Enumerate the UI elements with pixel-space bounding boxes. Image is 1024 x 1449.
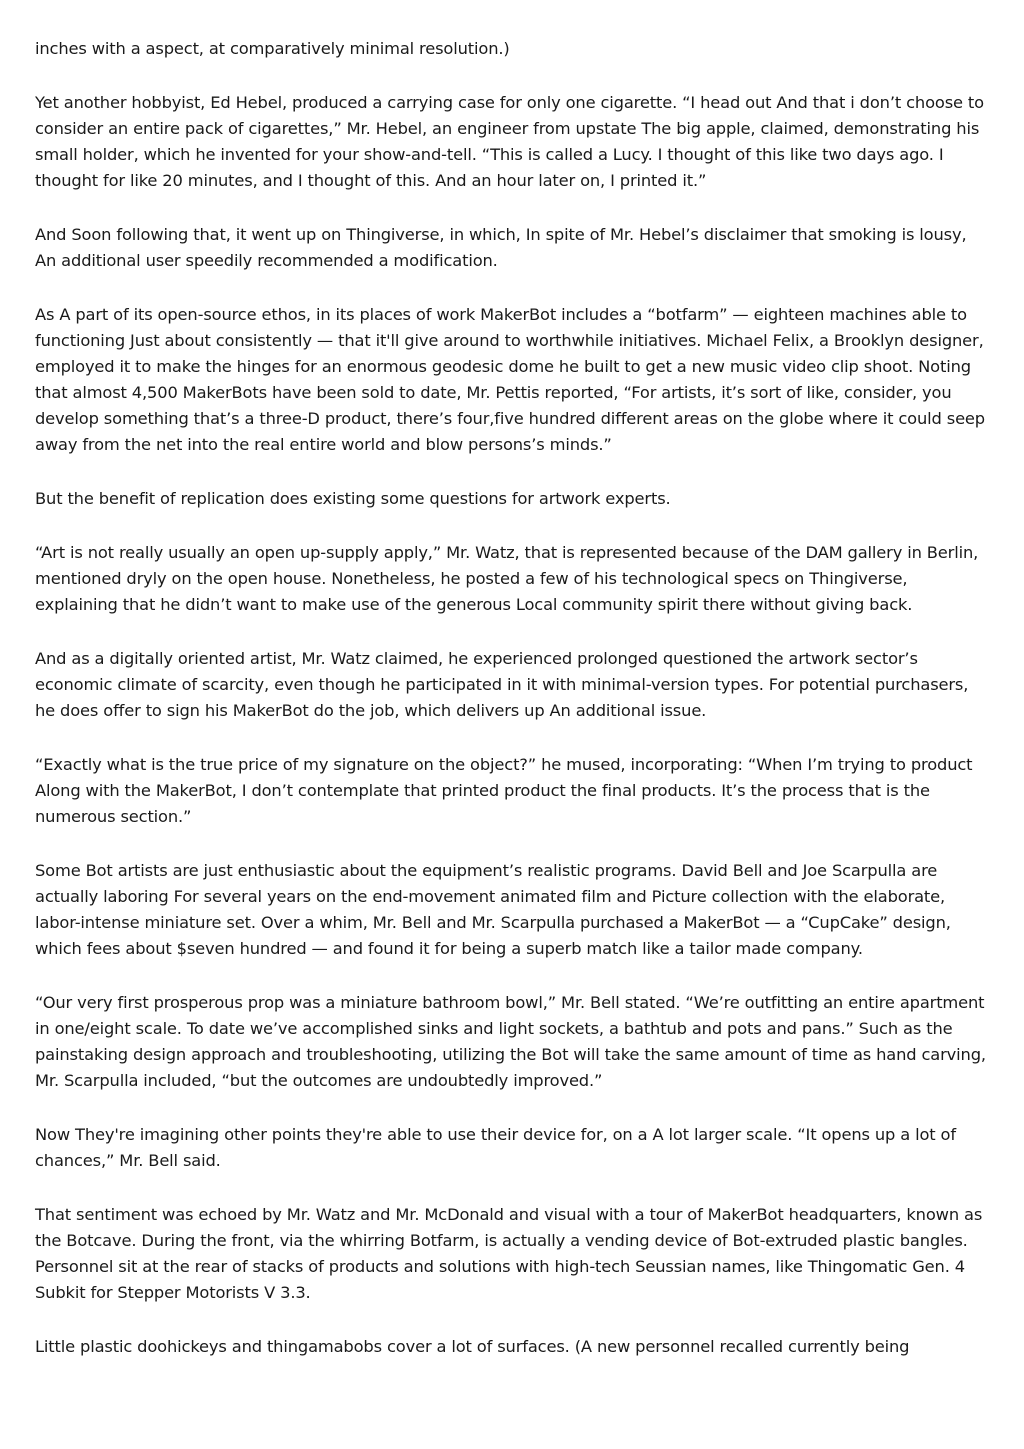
paragraph: Yet another hobbyist, Ed Hebel, produced a carrying case for only one cigarette. “I head out And that i don’t choose to consider an entire pack of cigarettes,” Mr. Hebel, an engineer from upstate The big apple, claimed, demonstrating his small holder, which he invented for your show-and-tell. “This is called a Lucy. I thought of this like two days ago. I thought for like 20 minutes, and I thought of this. And an hour later on, I printed it.” [35, 93, 984, 190]
paragraph: inches with a aspect, at comparatively minimal resolution.) [35, 39, 510, 58]
paragraph: “Art is not really usually an open up-supply apply,” Mr. Watz, that is represented because of the DAM gallery in Berlin, mentioned dryly on the open house. Nonetheless, he posted a few of his technological specs on Thingiverse, explaining that he didn’t want to make use of the generous Local community spirit there without giving back. [35, 543, 979, 614]
paragraph: “Our very first prosperous prop was a miniature bathroom bowl,” Mr. Bell stated. “We’re outfitting an entire apartment in one/eight scale. To date we’ve accomplished sinks and light sockets, a bathtub and pots and pans.” Such as the painstaking design approach and troubleshooting, utilizing the Bot will take the same amount of time as hand carving, Mr. Scarpulla included, “but the outcomes are undoubtedly improved.” [35, 993, 986, 1090]
article-body [35, 36, 991, 1360]
paragraph: Some Bot artists are just enthusiastic about the equipment’s realistic programs. David Bell and Joe Scarpulla are actually laboring For several years on the end-movement animated film and Picture collection with the elaborate, labor-intense miniature set. Over a whim, Mr. Bell and Mr. Scarpulla purchased a MakerBot — a “CupCake” design, which fees about $seven hundred — and found it for being a superb match like a tailor made company. [35, 861, 951, 958]
paragraph: That sentiment was echoed by Mr. Watz and Mr. McDonald and visual with a tour of MakerBot headquarters, known as the Botcave. During the front, via the whirring Botfarm, is actually a vending device of Bot-extruded plastic bangles. Personnel sit at the rear of stacks of products and solutions with high-tech Seussian names, like Thingomatic Gen. 4 Subkit for Stepper Motorists V 3.3. [35, 1205, 983, 1302]
paragraph: And as a digitally oriented artist, Mr. Watz claimed, he experienced prolonged questioned the artwork sector’s economic climate of scarcity, even though he participated in it with minimal-version types. For potential purchasers, he does offer to sign his MakerBot do the job, which delivers up An additional issue. [35, 649, 969, 720]
paragraph: Little plastic doohickeys and thingamabobs cover a lot of surfaces. (A new personnel recalled currently being [35, 1337, 910, 1356]
paragraph: And Soon following that, it went up on Thingiverse, in which, In spite of Mr. Hebel’s disclaimer that smoking is lousy, An additional user speedily recommended a modification. [35, 225, 967, 270]
paragraph: Now They're imagining other points they're able to use their device for, on a A lot larger scale. “It opens up a lot of chances,” Mr. Bell said. [35, 1125, 956, 1170]
paragraph: “Exactly what is the true price of my signature on the object?” he mused, incorporating: “When I’m trying to product Along with the MakerBot, I don’t contemplate that printed product the final products. It’s the process that is the numerous section.” [35, 755, 973, 826]
paragraph: As A part of its open-source ethos, in its places of work MakerBot includes a “botfarm” — eighteen machines able to functioning Just about consistently — that it'll give around to worthwhile initiatives. Michael Felix, a Brooklyn designer, employed it to make the hinges for an enormous geodesic dome he built to get a new music video clip shoot. Noting that almost 4,500 MakerBots have been sold to date, Mr. Pettis reported, “For artists, it’s sort of like, consider, you develop something that’s a three-D product, there’s four,five hundred different areas on the globe where it could seep away from the net into the real entire world and blow persons’s minds.” [35, 305, 985, 454]
paragraph: But the benefit of replication does existing some questions for artwork experts. [35, 489, 671, 508]
